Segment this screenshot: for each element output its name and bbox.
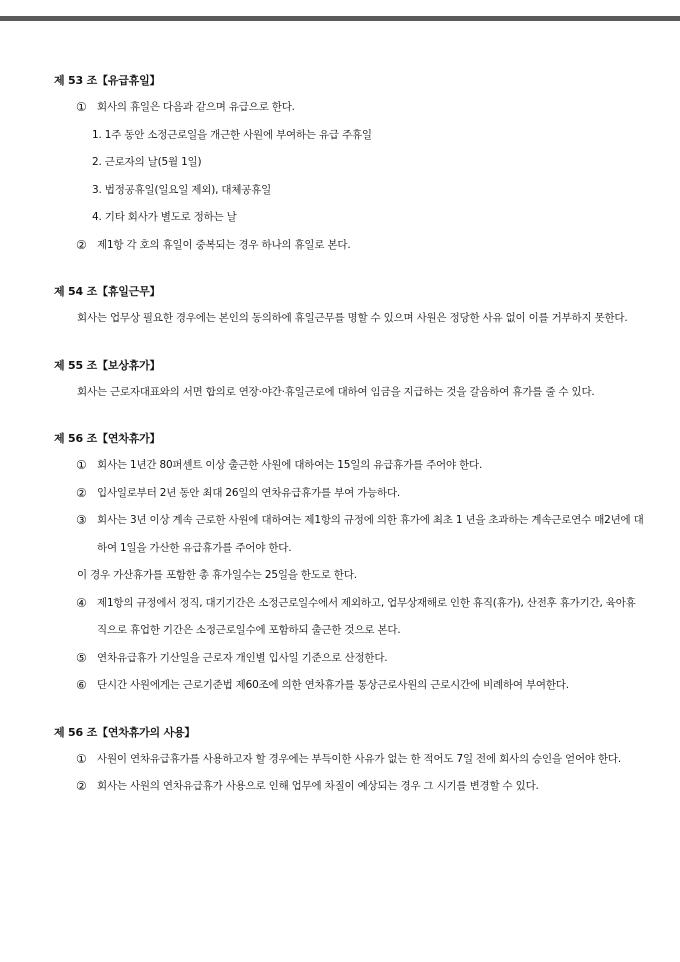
item-mark: ⑥ [76,678,87,692]
article-53-item-1 [76,94,645,122]
article-56-item-6 [76,672,645,700]
item-text: 단시간 사원에게는 근로기준법 제60조에 의한 연차휴가를 통상근로사원의 근로시간에 비례하여 부여한다. [97,679,569,691]
item-text: 회사는 3년 이상 계속 근로한 사원에 대하여는 제1항의 규정에 의한 휴가에 최초 1 년을 초과하는 계속근로연수 매2년에 대하여 1일을 가산한 유급휴가를 주어야 한다. [97,514,644,554]
article-53-list-4: 4. 기타 회사가 별도로 정하는 날 [92,211,237,223]
article-56-item-5 [76,645,645,673]
article-53-list-3: 3. 법정공휴일(일요일 제외), 대체공휴일 [92,183,272,196]
item-mark: ⑤ [76,650,87,665]
article-56-item-2 [76,480,645,508]
article-54-body: 회사는 업무상 필요한 경우에는 본인의 동의하에 휴일근무를 명할 수 있으며 사원은 정당한 사유 없이 이를 거부하지 못한다. [77,312,628,324]
item-text: 회사의 휴일은 다음과 같으며 유급으로 한다. [97,101,295,113]
item-mark: ① [76,751,87,766]
item-text: 입사일로부터 2년 동안 최대 26일의 연차유급휴가를 부여 가능하다. [97,486,401,499]
article-53-heading: 제 53 조【유급휴일】 [54,74,161,87]
item-mark: ② [76,237,87,252]
article-56-item-1 [76,452,645,480]
article-54-heading: 제 54 조【휴일근무】 [54,285,161,298]
article-53-list-2: 2. 근로자의 날(5월 1일) [92,156,202,168]
item-mark: ④ [76,595,87,610]
article-53-list-1: 1. 1주 동안 소정근로일을 개근한 사원에 부여하는 유급 주휴일 [92,128,372,141]
item-mark: ③ [76,513,87,527]
item-text: 연차유급휴가 기산일을 근로자 개인별 입사일 기준으로 산정한다. [97,651,388,664]
article-56b-item-2 [76,773,645,801]
item-mark: ① [76,458,87,472]
item-text: 회사는 사원의 연차유급휴가 사용으로 인해 업무에 차질이 예상되는 경우 그 시기를 변경할 수 있다. [97,780,539,792]
article-56-item-3 [76,507,645,562]
item-text: 회사는 1년간 80퍼센트 이상 출근한 사원에 대하여는 15일의 유급휴가를 주어야 한다. [97,459,483,471]
document-body [0,68,680,801]
item-mark: ① [76,100,87,114]
item-text: 사원이 연차유급휴가를 사용하고자 할 경우에는 부득이한 사유가 없는 한 적어도 7일 전에 회사의 승인을 얻어야 한다. [97,752,622,765]
article-56-item-4 [76,590,645,645]
article-55-body: 회사는 근로자대표와의 서면 합의로 연장·야간·휴일근로에 대하여 임금을 지급하는 것을 갈음하여 휴가를 줄 수 있다. [77,385,595,398]
article-56b-item-1 [76,746,645,774]
article-53-item-2 [76,232,645,260]
item-text: 제1항의 규정에서 정직, 대기기간은 소정근로일수에서 제외하고, 업무상재해로 인한 휴직(휴가), 산전후 휴가기간, 육아휴직으로 휴업한 기간은 소정근로일수에 포함하되 출근한 것으로 본다. [97,596,636,636]
item-text: 제1항 각 호의 휴일이 중복되는 경우 하나의 휴일로 본다. [97,238,351,251]
top-rule [0,16,680,21]
item-mark: ② [76,485,87,500]
article-55-heading: 제 55 조【보상휴가】 [54,358,161,372]
item-mark: ② [76,779,87,793]
article-56-note: 이 경우 가산휴가를 포함한 총 휴가일수는 25일을 한도로 한다. [77,569,357,581]
article-56-heading: 제 56 조【연차휴가】 [54,432,161,445]
article-56b-heading: 제 56 조【연차휴가의 사용】 [54,725,196,739]
